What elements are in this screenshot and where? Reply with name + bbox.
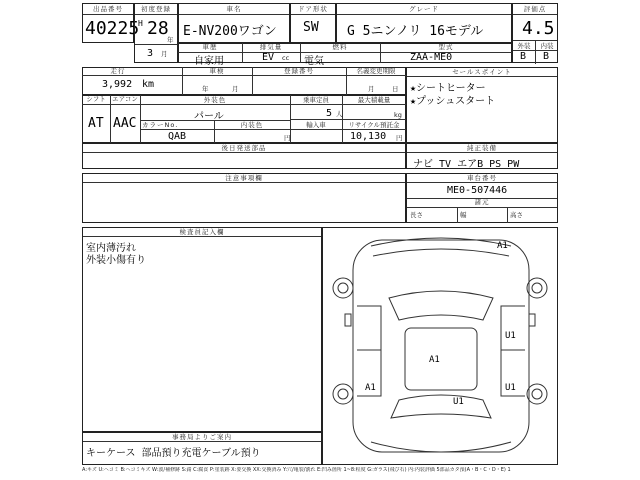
mileage-label: 走行 <box>110 67 126 75</box>
diagram-wheel-fr <box>527 278 547 298</box>
car-name-cell <box>178 3 290 43</box>
import-label: 輸入車 <box>306 121 326 129</box>
notes-label: 注意事項欄 <box>225 174 263 182</box>
inspection-month-unit: 月 <box>232 85 240 93</box>
interior-color-label: 内装色 <box>240 121 264 129</box>
car-name-label: 車名 <box>226 5 242 13</box>
exterior-label: 外装 <box>517 42 531 50</box>
month-unit: 月 <box>161 50 169 58</box>
score-label: 評価点 <box>523 5 547 13</box>
capacity-unit: 人 <box>336 110 344 118</box>
interior-label: 内装 <box>540 42 554 50</box>
damage-mark-rear: U1 <box>453 397 464 407</box>
first-reg-year: 28 <box>147 18 169 39</box>
recycle-label: リサイクル預託金 <box>348 121 400 129</box>
length-label: 長さ <box>410 211 423 219</box>
vehicle-diagram-cell <box>322 227 558 465</box>
exterior-color-label: 外装色 <box>203 96 227 104</box>
capacity: 5 <box>326 108 333 119</box>
first-reg-month: 3 <box>147 48 154 59</box>
office-note: キーケース 部品預り充電ケーブル預り <box>86 448 261 459</box>
vehicle-diagram <box>323 228 557 464</box>
door-type: SW <box>303 20 319 35</box>
door-label: ドア形状 <box>298 5 328 13</box>
capacity-label: 乗車定員 <box>303 96 329 104</box>
diagram-mirror-left <box>345 314 351 326</box>
lot-number: 40225 <box>85 18 140 39</box>
genuine-equipment: ナビ TV エアB PS PW <box>413 159 520 170</box>
exterior-color: パール <box>194 111 224 122</box>
ac-label: エアコン <box>112 95 138 103</box>
name-change-day-unit: 日 <box>392 85 400 93</box>
shift: AT <box>88 116 104 131</box>
damage-mark-left-rear: A1 <box>365 383 376 393</box>
grade-label: グレード <box>409 5 439 13</box>
chassis-cell <box>406 173 558 223</box>
notes-cell <box>82 173 406 223</box>
aftermarket-parts-label: 後日発送部品 <box>221 144 267 152</box>
displacement-label: 排気量 <box>259 43 283 51</box>
auction-sheet <box>82 0 558 480</box>
color-number-label: カラーNo. <box>142 121 179 129</box>
air-conditioner: AAC <box>113 116 137 131</box>
damage-mark-front-right: A1 <box>497 241 508 251</box>
lot-number-cell <box>82 3 140 43</box>
recycle-unit: 円 <box>396 134 403 142</box>
max-load-unit: kg <box>394 111 402 119</box>
aftermarket-parts-cell <box>82 143 406 169</box>
damage-legend: A:キズ U:ヘコミ B:ヘコミキズ W:波/補修跡 S:錆 C:腐食 P:塗装跡 X:要交換 XX:交換済み Y:穴/亀裂/割れ E:凹み箇所 1~8:程度 G:ガラス(飛び石) 内:内装評価 5部品カタ預(A・B・C・D・E) 1 <box>82 467 511 473</box>
chassis-label: 車台番号 <box>467 174 497 182</box>
diagram-front <box>371 238 511 246</box>
score-cell <box>512 3 558 63</box>
mileage: 3,992 <box>102 79 133 90</box>
inspector-notes-label: 検査員記入欄 <box>179 228 225 236</box>
year-unit: 年 <box>167 36 175 44</box>
genuine-equipment-cell <box>406 143 558 169</box>
first-registration-label: 初度登録 <box>141 5 171 13</box>
width-label: 幅 <box>460 211 467 219</box>
registration-number-label: 登録番号 <box>284 67 314 75</box>
fuel-label: 燃料 <box>332 43 348 51</box>
inspection-label: 車検 <box>209 67 225 75</box>
damage-mark-roof: A1 <box>429 355 440 365</box>
mileage-unit: km <box>142 79 155 90</box>
sales-point-1: ★シートヒーター <box>410 83 486 94</box>
color-number: QAB <box>168 131 187 142</box>
car-name: E-NV200ワゴン <box>183 24 277 39</box>
exterior-grade: B <box>520 51 527 62</box>
interior-grade: B <box>543 51 550 62</box>
usage: 自家用 <box>194 56 224 67</box>
recycle-amount: 10,130 <box>350 131 387 142</box>
grade-cell <box>336 3 512 43</box>
sales-point-2: ★プッシュスタート <box>410 96 496 107</box>
chassis-number: ME0-507446 <box>447 185 508 196</box>
inspection-year-unit: 年 <box>202 85 210 93</box>
diagram-wheel-rr <box>527 384 547 404</box>
model-code: ZAA-ME0 <box>410 52 453 63</box>
diagram-roof <box>405 328 477 390</box>
office-notes-cell <box>82 432 322 465</box>
sales-point-label: セールスポイント <box>452 68 512 76</box>
diagram-body <box>353 240 529 452</box>
sales-point-cell <box>406 67 558 143</box>
damage-mark-right-rear: U1 <box>505 383 516 393</box>
diagram-windshield <box>389 291 493 320</box>
specs-label: 諸元 <box>474 198 490 206</box>
max-load-label: 最大積載量 <box>357 96 391 104</box>
height-label: 高さ <box>510 211 523 219</box>
era: H <box>138 19 143 28</box>
genuine-equipment-label: 純正装備 <box>467 144 497 152</box>
damage-mark-right-front-door: U1 <box>505 331 516 341</box>
diagram-rear-window <box>391 395 491 418</box>
inspector-note-2: 外装小傷有り <box>86 255 146 266</box>
displacement: EV <box>262 52 275 63</box>
diagram-mirror-right <box>529 314 535 326</box>
office-notes-label: 事務局よりご案内 <box>172 433 232 441</box>
name-change-label: 名義変更期限 <box>356 67 396 75</box>
recycle-dummy-unit: 円 <box>284 134 291 142</box>
inspector-notes-cell <box>82 227 322 432</box>
fuel: 電気 <box>304 56 324 67</box>
displacement-unit: cc <box>282 54 290 62</box>
lot-number-label: 出品番号 <box>93 5 123 13</box>
diagram-wheel-rl <box>333 384 353 404</box>
inspector-note-1: 室内薄汚れ <box>86 243 136 254</box>
diagram-wheel-fl <box>333 278 353 298</box>
score: 4.5 <box>522 18 555 39</box>
grade: G 5ニンノリ 16モデル <box>347 24 484 39</box>
usage-label: 車歴 <box>202 43 218 51</box>
shift-label: シフト <box>86 95 106 103</box>
name-change-month-unit: 月 <box>368 85 376 93</box>
door-cell <box>290 3 336 43</box>
first-registration-cell <box>134 3 178 63</box>
model-label: 型式 <box>438 43 454 51</box>
